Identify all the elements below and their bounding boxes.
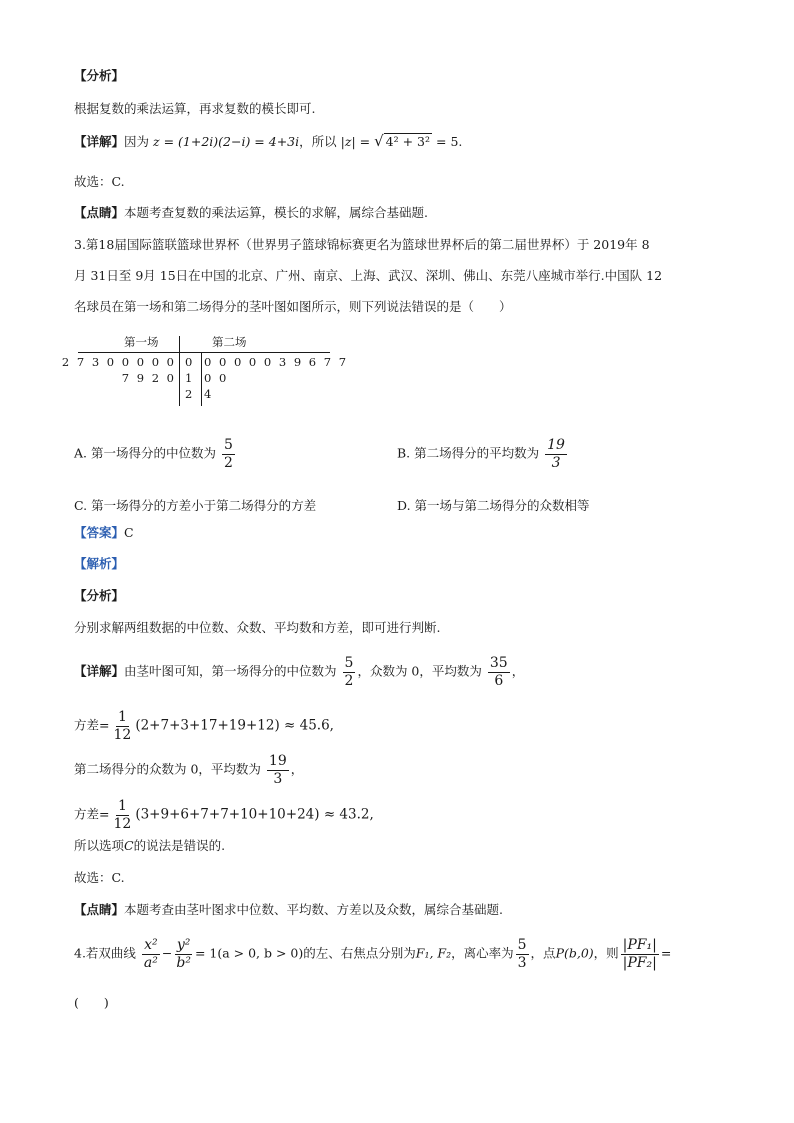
analysis-text: 根据复数的乘法运算，再求复数的模长即可. bbox=[74, 101, 316, 116]
answer-line: 【答案】C bbox=[74, 525, 134, 540]
comment-line: 【点睛】本题考查复数的乘法运算，模长的求解，属综合基础题. bbox=[74, 205, 428, 220]
option-c[interactable]: C. 第一场得分的方差小于第二场得分的方差 bbox=[74, 498, 317, 513]
complex-equation: z = (1+2i)(2−i) = 4+3i bbox=[153, 134, 300, 149]
detail-line-3: 第二场得分的众数为 0，平均数为 $\frac{19}{3}$ ， bbox=[74, 753, 304, 787]
row1-left-leaves: 7 9 2 0 bbox=[121, 371, 176, 385]
row2-right-leaves: 4 bbox=[204, 387, 214, 401]
left-header: 第一场 bbox=[124, 335, 159, 349]
q3-text-line3: 名球员在第一场和第二场得分的茎叶图如图所示，则下列说法错误的是（ ） bbox=[74, 299, 512, 314]
q3-text-line2: 月 31日至 9月 15日在中国的北京、广州、南京、上海、武汉、深圳、佛山、东莞八座城市举行.中国队 12 bbox=[74, 268, 663, 283]
stem-divider-left bbox=[179, 336, 180, 406]
row0-right-leaves: 0 0 0 0 0 3 9 6 7 7 bbox=[204, 355, 349, 369]
conclusion: 所以选项C的说法是错误的. bbox=[74, 838, 226, 853]
variance-1: 方差= $\frac{1}{12}$ (2+7+3+17+19+12) ≈ 45.6, bbox=[74, 709, 334, 743]
option-a[interactable]: A. 第一场得分的中位数为 $\frac{5}{2}$ bbox=[74, 437, 233, 471]
row1-right-leaves: 0 0 bbox=[204, 371, 229, 385]
analysis-label: 【分析】 bbox=[74, 68, 125, 83]
variance-2: 方差= $\frac{1}{12}$ (3+9+6+7+7+10+10+24) ≈ 43.2, bbox=[74, 798, 374, 832]
detail-label: 【详解】 bbox=[74, 134, 125, 149]
q3-text-line1: 3.第18届国际篮联篮球世界杯（世界男子篮球锦标赛更名为篮球世界杯后的第二届世界杯）于 2019年 8 bbox=[74, 237, 650, 252]
row0-left-leaves: 2 7 3 0 0 0 0 0 bbox=[61, 355, 176, 369]
analysis-label-2: 【分析】 bbox=[74, 588, 125, 603]
q4-line: 4.若双曲线 $\frac{\text{x²}}{\text{a²}}$ − $\frac{\text{y²}}{\text{b²}}$ = 1(a > 0, b > 0)的左、右焦点分别为F₁, F₂，离心率为 $\frac{5}{3}$ ，点P(b,0)，则 $\frac{\text{|PF₁|}}{\text{|PF₂|}}$ = bbox=[74, 937, 672, 971]
header-rule bbox=[78, 352, 330, 353]
choose-text: 故选：C. bbox=[74, 174, 125, 189]
row2-stem: 2 bbox=[185, 387, 195, 401]
answer-value: C bbox=[124, 525, 134, 540]
analysis-text-2: 分别求解两组数据的中位数、众数、平均数和方差，即可进行判断. bbox=[74, 620, 441, 635]
row0-stem: 0 bbox=[185, 355, 195, 369]
detail-line: 【详解】因为 z = (1+2i)(2−i) = 4+3i，所以 |z| = √ 4² + 3² = 5. bbox=[74, 132, 463, 150]
option-b[interactable]: B. 第二场得分的平均数为 $\frac{19}{3}$ bbox=[397, 437, 565, 471]
choose-text-2: 故选：C. bbox=[74, 870, 125, 885]
stem-leaf-plot bbox=[61, 335, 349, 406]
q4-answer-paren: ( ) bbox=[74, 995, 109, 1010]
detail-line-2: 【详解】由茎叶图可知，第一场得分的中位数为 $\frac{5}{2}$ ，众数为 0，平均数为 $\frac{35}{6}$ ， bbox=[74, 655, 525, 689]
row1-stem: 1 bbox=[185, 371, 195, 385]
option-d[interactable]: D. 第一场与第二场得分的众数相等 bbox=[397, 498, 590, 513]
radicand: 4² + 3² bbox=[385, 134, 431, 149]
stem-divider-right bbox=[201, 352, 202, 406]
right-header: 第二场 bbox=[212, 335, 247, 349]
comment-line-2: 【点睛】本题考查由茎叶图求中位数、平均数、方差以及众数，属综合基础题. bbox=[74, 902, 503, 917]
solution-label: 【解析】 bbox=[74, 556, 125, 571]
